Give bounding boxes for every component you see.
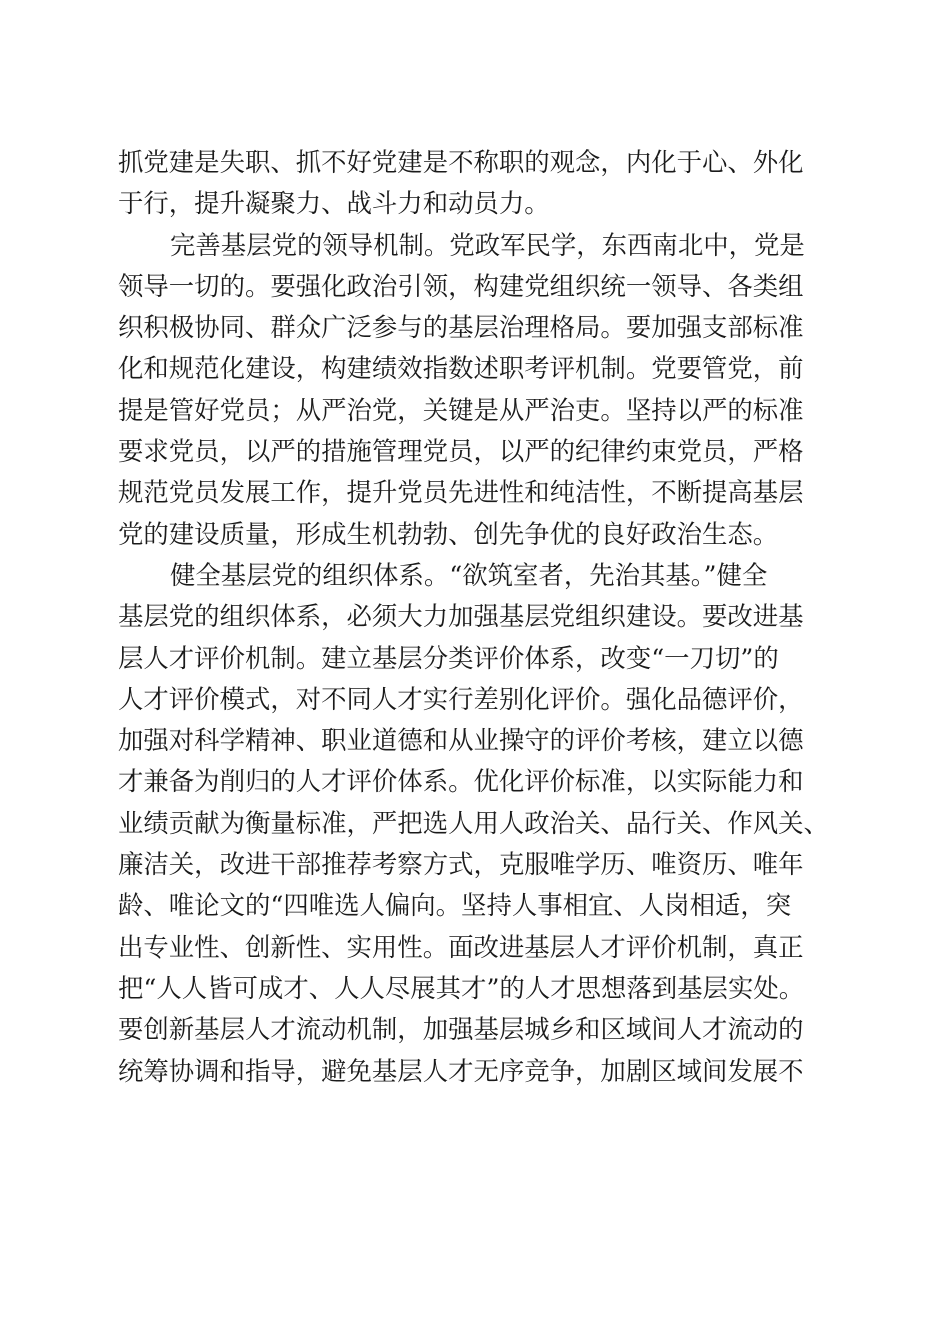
text-line: 要求党员，以严的措施管理党员，以严的纪律约束党员，严格 xyxy=(118,436,804,467)
text-line: 领导一切的。要强化政治引领，构建党组织统一领导、各类组 xyxy=(118,270,804,301)
text-line: 规范党员发展工作，提升党员先进性和纯洁性，不断提高基层 xyxy=(118,477,804,508)
text-line: 织积极协同、群众广泛参与的基层治理格局。要加强支部标准 xyxy=(118,312,804,343)
text-line: 把“人人皆可成才、人人尽展其才”的人才思想落到基层实处。 xyxy=(118,972,805,1003)
text-line: 廉洁关，改进干部推荐考察方式，克服唯学历、唯资历、唯年 xyxy=(118,849,804,880)
text-line: 抓党建是失职、抓不好党建是不称职的观念，内化于心、外化 xyxy=(118,147,804,177)
text-line: 层人才评价机制。建立基层分类评价体系，改变“一刀切”的 xyxy=(118,642,779,673)
text-line: 基层党的组织体系，必须大力加强基层党组织建设。要改进基 xyxy=(118,601,804,632)
text-line: 出专业性、创新性、实用性。面改进基层人才评价机制，真正 xyxy=(118,931,804,962)
text-line: 人才评价模式，对不同人才实行差别化评价。强化品德评价， xyxy=(118,683,804,714)
paragraph-first-line: 健全基层党的组织体系。“欲筑室者，先治其基。”健全 xyxy=(170,559,768,590)
text-line: 业绩贡献为衡量标准，严把选人用人政治关、品行关、作风关、 xyxy=(118,807,829,838)
paragraph-first-line: 完善基层党的领导机制。党政军民学，东西南北中，党是 xyxy=(170,229,805,260)
body-text xyxy=(118,142,838,1092)
text-line: 提是管好党员；从严治党，关键是从严治吏。坚持以严的标准 xyxy=(118,394,804,425)
text-line: 龄、唯论文的“四唯选人偏向。坚持人事相宜、人岗相适，突 xyxy=(118,890,792,921)
text-line: 统筹协调和指导，避免基层人才无序竞争，加剧区域间发展不 xyxy=(118,1055,804,1086)
text-line: 加强对科学精神、职业道德和从业操守的评价考核，建立以德 xyxy=(118,725,804,756)
text-line: 才兼备为削归的人才评价体系。优化评价标准，以实际能力和 xyxy=(118,766,804,797)
text-line: 党的建设质量，形成生机勃勃、创先争优的良好政治生态。 xyxy=(118,518,779,549)
text-line: 化和规范化建设，构建绩效指数述职考评机制。党要管党，前 xyxy=(118,353,804,384)
text-line: 于行，提升凝聚力、战斗力和动员力。 xyxy=(118,188,550,219)
text-line: 要创新基层人才流动机制，加强基层城乡和区域间人才流动的 xyxy=(118,1014,804,1045)
